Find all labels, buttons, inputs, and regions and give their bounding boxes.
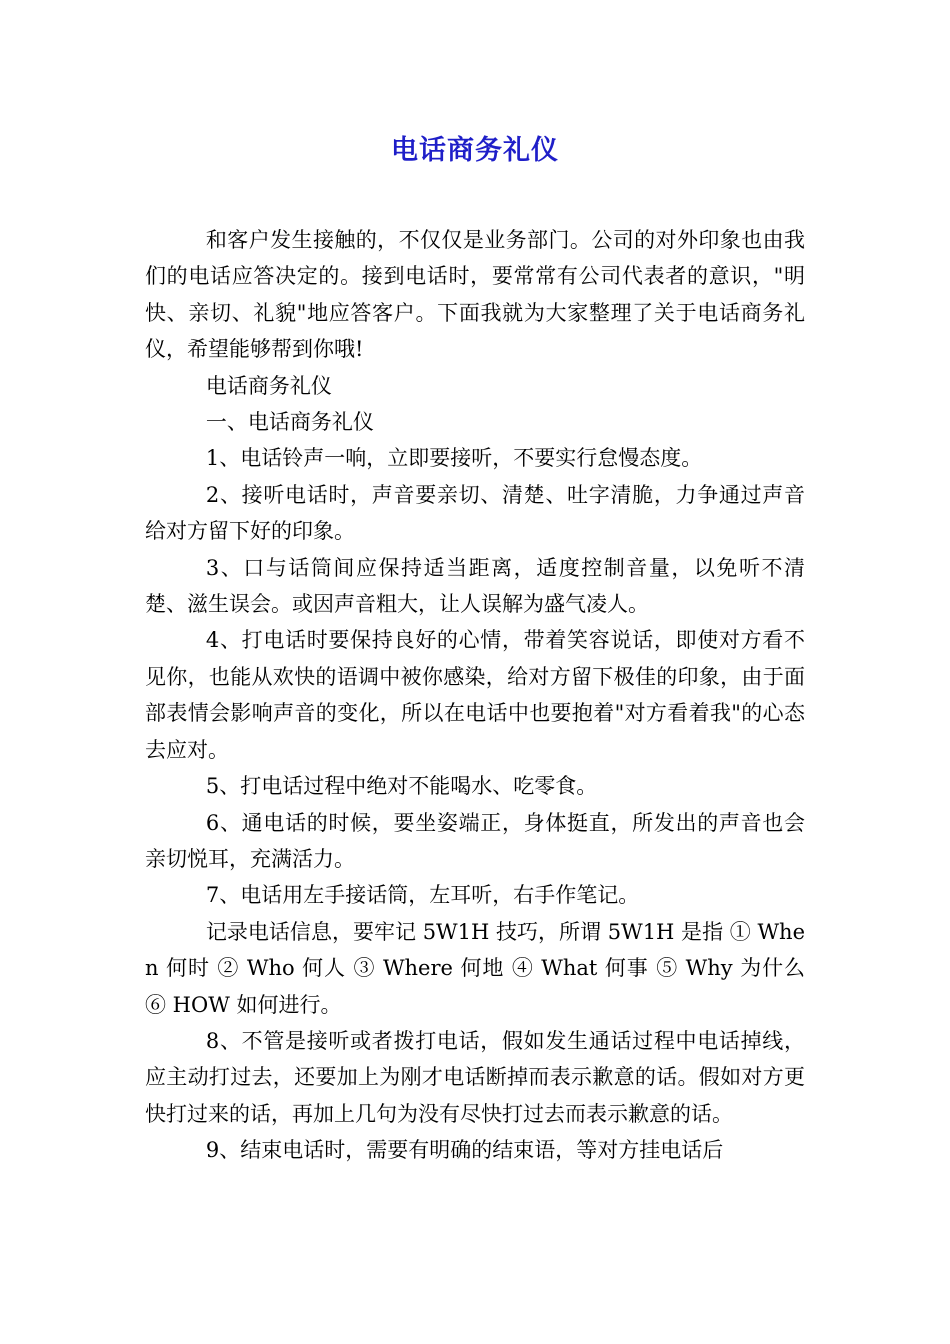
paragraph-5w1h: 记录电话信息，要牢记 5W1H 技巧，所谓 5W1H 是指 ① When 何时 ② Who 何人 ③ Where 何地 ④ What 何事 ⑤ Why 为什么 ⑥ HOW 如何进行。: [145, 919, 805, 1017]
paragraph-item-3: 3、口与话筒间应保持适当距离，适度控制音量，以免听不清楚、滋生误会。或因声音粗大，让人误解为盛气凌人。: [145, 555, 805, 617]
document-title: 电话商务礼仪: [391, 135, 559, 166]
paragraph-item-2: 2、接听电话时，声音要亲切、清楚、吐字清脆，力争通过声音给对方留下好的印象。: [145, 482, 805, 544]
paragraph-item-8: 8、不管是接听或者拨打电话，假如发生通话过程中电话掉线，应主动打过去，还要加上为刚才电话断掉而表示歉意的话。假如对方更快打过来的话，再加上几句为没有尽快打过去而表示歉意的话。: [145, 1028, 805, 1126]
paragraph-intro: 和客户发生接触的，不仅仅是业务部门。公司的对外印象也由我们的电话应答决定的。接到电话时，要常常有公司代表者的意识，"明快、亲切、礼貌"地应答客户。下面我就为大家整理了关于电话商务礼仪，希望能够帮到你哦!: [145, 228, 805, 362]
paragraph-heading: 电话商务礼仪: [205, 373, 332, 398]
paragraph-item-5: 5、打电话过程中绝对不能喝水、吃零食。: [205, 774, 598, 799]
section-heading: 一、电话商务礼仪: [205, 410, 374, 435]
paragraph-item-6: 6、通电话的时候，要坐姿端正，身体挺直，所发出的声音也会亲切悦耳，充满活力。: [145, 810, 805, 871]
paragraph-item-7: 7、电话用左手接话筒，左耳听，右手作笔记。: [205, 883, 640, 908]
document-body: [145, 222, 805, 1169]
paragraph-item-9: 9、结束电话时，需要有明确的结束语，等对方挂电话后: [205, 1138, 724, 1163]
paragraph-item-1: 1、电话铃声一响，立即要接听，不要实行怠慢态度。: [205, 446, 703, 471]
paragraph-item-4: 4、打电话时要保持良好的心情，带着笑容说话，即使对方看不见你，也能从欢快的语调中被你感染，给对方留下极佳的印象，由于面部表情会影响声音的变化，所以在电话中也要抱着"对方看着我"的心态去应对。: [145, 628, 805, 762]
